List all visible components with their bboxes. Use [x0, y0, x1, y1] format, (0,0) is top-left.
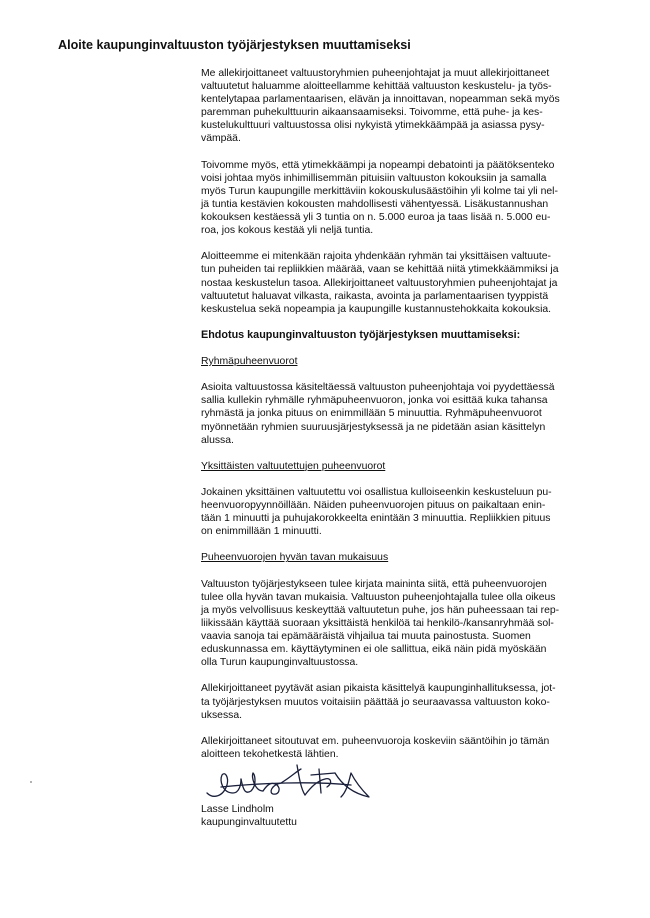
- text-line: paremman puhekulttuurin aikaansaamiseksi. Toivomme, että puhe- ja kes-: [201, 107, 543, 119]
- text-line: jä tuntia kestävien kokousten mahdollisesti vähentyessä. Lisäkustannushan: [201, 198, 549, 210]
- document-body: [201, 67, 629, 829]
- text-line: liikissään käyttää suoraan yksittäistä henkilöä tai henkilö-/kansanryhmää sol-: [201, 617, 554, 629]
- text-line: Jokainen yksittäinen valtuutettu voi osallistua kulloiseenkin keskusteluun pu-: [201, 487, 552, 498]
- text-line: Valtuuston työjärjestykseen tulee kirjata maininta siitä, että puheenvuorojen: [201, 578, 547, 590]
- text-line: sallia kullekin ryhmälle ryhmäpuheenvuoron, jonka voi esittää kuka tahansa: [201, 395, 548, 407]
- intro-paragraph-1: [201, 67, 629, 146]
- section-heading-individual-speeches: Yksittäisten valtuutettujen puheenvuorot: [201, 460, 386, 472]
- text-line: keskustelua sekä nopeampia ja kaupungille kustannustehokkaita kokouksia.: [201, 303, 552, 315]
- text-line: alussa.: [201, 434, 234, 446]
- closing-paragraph-1: [201, 682, 629, 721]
- text-line: ryhmästä ja jonka pituus on enimmillään 5 minuuttia. Ryhmäpuheenvuorot: [201, 408, 542, 420]
- text-line: eduskunnassa em. käyttäytyminen ei ole sallittua, eikä näin pidä myöskään: [201, 644, 547, 656]
- text-line: kokouksen kestäessä yli 3 tuntia on n. 5.000 euroa ja taas lisää n. 5.000 eu-: [201, 212, 551, 224]
- signature-icon: [201, 763, 391, 805]
- text-line: uksessa.: [201, 709, 243, 721]
- text-line: vaavia sanoja tai epämääräistä vihjailua tai muuta painostusta. Suomen: [201, 631, 531, 643]
- text-line: tään 1 minuutti ja puhujakorokkeelta enintään 3 minuuttia. Repliikkien pituus: [201, 513, 551, 525]
- text-line: roa, jos kokous kestää yli neljä tuntia.: [201, 225, 374, 237]
- document-title: Aloite kaupunginvaltuuston työjärjestyksen muuttamiseksi: [58, 38, 411, 52]
- handwritten-signature: [201, 763, 629, 803]
- text-line: myös Turun kaupungille merkittäviin kokouskulusäästöihin yli kolme tai yli nel-: [201, 185, 558, 197]
- text-line: valtuutetut haluamme aloitteellamme kehittää valtuuston keskustelu- ja työs-: [201, 81, 552, 93]
- text-line: vämpää.: [201, 133, 241, 145]
- text-line: ta työjärjestyksen muutos voitaisiin päättää jo seuraavassa valtuuston koko-: [201, 696, 550, 708]
- closing-paragraph-2: [201, 735, 629, 761]
- intro-paragraph-2: [201, 159, 629, 238]
- scan-speck: [30, 781, 32, 783]
- text-line: Allekirjoittaneet sitoutuvat em. puheenvuoroja koskeviin sääntöihin jo tämän: [201, 735, 550, 747]
- section-heading-good-manners: Puheenvuorojen hyvän tavan mukaisuus: [201, 552, 389, 564]
- text-line: olla Turun kaupunginvaltuustossa.: [201, 657, 359, 669]
- signatory-name: Lasse Lindholm: [201, 803, 274, 815]
- text-line: valtuutetut haluavat vilkasta, raikasta, avointa ja parlamentaarisen tyyppistä: [201, 290, 549, 302]
- proposal-heading: Ehdotus kaupunginvaltuuston työjärjestyksen muuttamiseksi:: [201, 328, 521, 341]
- text-line: Asioita valtuustossa käsiteltäessä valtuuston puheenjohtaja voi pyydettäessä: [201, 382, 555, 394]
- section-paragraph-individual-speeches: [201, 486, 629, 538]
- text-line: Me allekirjoittaneet valtuustoryhmien puheenjohtajat ja muut allekirjoittaneet: [201, 68, 550, 79]
- text-line: Allekirjoittaneet pyytävät asian pikaista käsittelyä kaupunginhallituksessa, jot-: [201, 683, 556, 695]
- section-heading-group-speeches: Ryhmäpuheenvuorot: [201, 356, 298, 368]
- text-line: myönnetään ryhmien suuruusjärjestyksessä ja ne pidetään asian käsittelyn: [201, 421, 546, 433]
- text-line: Toivomme myös, että ytimekkäämpi ja nopeampi debatointi ja päätöksenteko: [201, 159, 555, 171]
- intro-paragraph-3: [201, 250, 629, 315]
- text-line: aloitteen tekohetkestä lähtien.: [201, 748, 339, 760]
- text-line: heenvuoropyynnöillään. Näiden puheenvuorojen pituus on paikaltaan enin-: [201, 500, 546, 512]
- text-line: Aloitteemme ei mitenkään rajoita yhdenkään ryhmän tai yksittäisen valtuute-: [201, 251, 551, 263]
- text-line: on enimmillään 1 minuutti.: [201, 526, 322, 538]
- text-line: kustelukulttuuri valtuustossa olisi nykyistä ytimekkäämpää ja asiassa pysy-: [201, 120, 545, 132]
- text-line: voisi johtaa myös inhimillisemmän pituisiin valtuuston kokouksiin ja samalla: [201, 172, 547, 184]
- text-line: tulee olla hyvän tavan mukaisia. Valtuuston puheenjohtajalla tulee olla oikeus: [201, 591, 556, 603]
- text-line: ja myös velvollisuus keskeyttää valtuutetun puhe, jos hän puheessaan tai rep-: [201, 604, 560, 616]
- section-paragraph-good-manners: [201, 578, 629, 670]
- section-paragraph-group-speeches: [201, 381, 629, 446]
- text-line: tun puheiden tai repliikkien määrää, vaan se kehittää niitä ytimekkäämmiksi ja: [201, 264, 559, 276]
- text-line: kentelytapaa parlamentaarisen, elävän ja innoittavan, nopeamman sekä myös: [201, 94, 560, 106]
- signatory-role: kaupunginvaltuutettu: [201, 817, 297, 829]
- text-line: nostaa keskustelun tasoa. Allekirjoittaneet valtuustoryhmien puheenjohtajat ja: [201, 277, 558, 289]
